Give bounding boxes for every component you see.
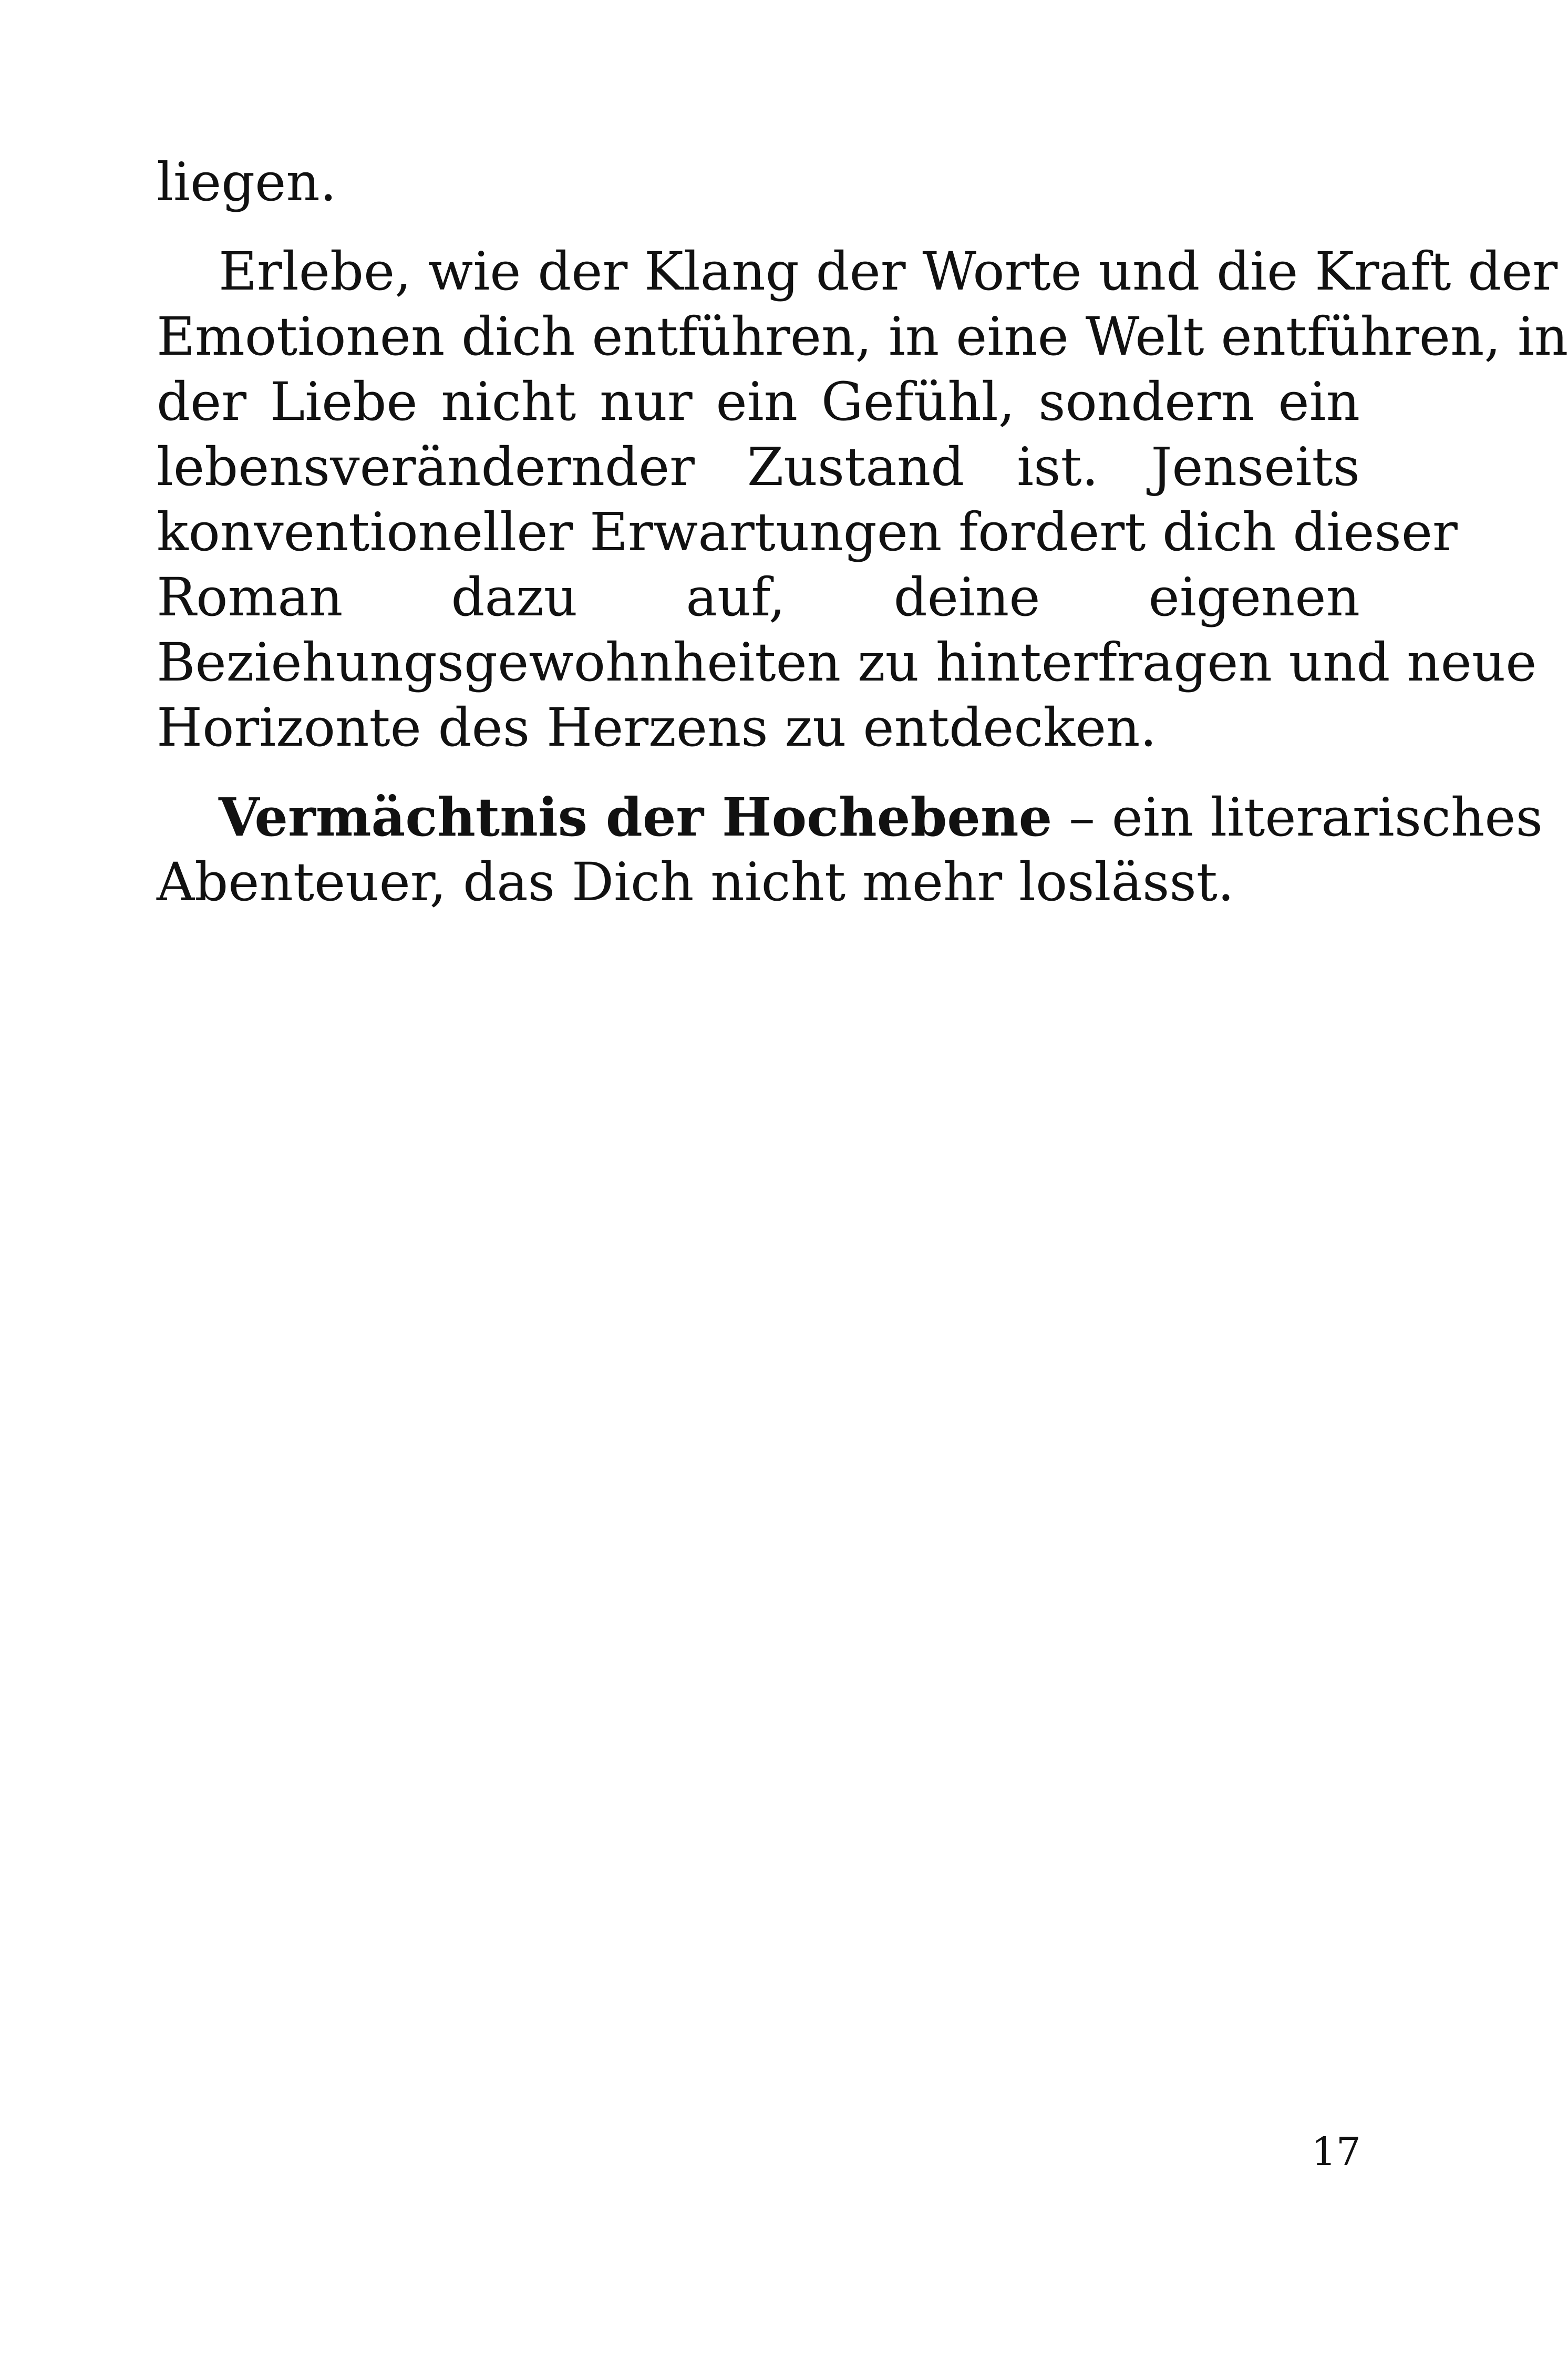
- paragraph-2-line-4: lebensverändernder Zustand ist. Jenseits: [157, 436, 1360, 498]
- paragraph-1-line-1: liegen.: [157, 151, 337, 213]
- paragraph-3-line-1: [157, 785, 1543, 850]
- paragraph-2-line-7: Beziehungsgewohnheiten zu hinterfragen und neue: [157, 632, 1537, 693]
- paragraph-2-line-1: Erlebe, wie der Klang der Worte und die Kraft der: [219, 241, 1558, 302]
- paragraph-2-line-3: der Liebe nicht nur ein Gefühl, sondern ein: [157, 371, 1360, 432]
- paragraph-2-line-2: Emotionen dich entführen, in eine Welt entführen, in: [157, 306, 1568, 367]
- paragraph-2-line-6: Roman dazu auf, deine eigenen: [157, 566, 1360, 628]
- paragraph-2-line-5: konventioneller Erwartungen fordert dich dieser: [157, 501, 1458, 563]
- body-text: [157, 150, 1568, 915]
- book-title: Vermächtnis der Hochebene: [219, 786, 1053, 848]
- page-number: 17: [1311, 2129, 1361, 2175]
- paragraph-2-line-8: Horizonte des Herzens zu entdecken.: [157, 697, 1157, 758]
- paragraph-3-line-2: Abenteuer, das Dich nicht mehr loslässt.: [157, 851, 1234, 913]
- paragraph-3-line-1-rest: – ein literarisches: [1052, 787, 1543, 848]
